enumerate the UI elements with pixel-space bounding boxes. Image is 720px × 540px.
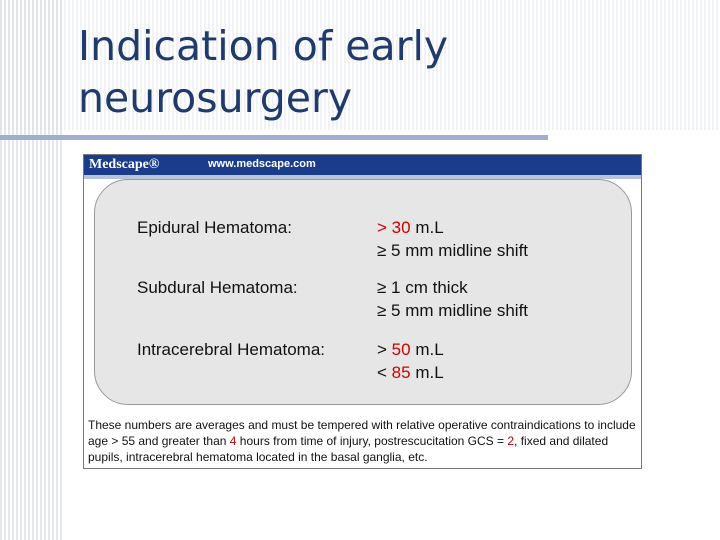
slide-title bbox=[78, 20, 448, 124]
subdural-thickness: ≥ 1 cm thick bbox=[377, 278, 468, 297]
figure-header bbox=[84, 155, 641, 175]
slide-title-line1: Indication of early bbox=[78, 22, 449, 70]
subdural-label: Subdural Hematoma: bbox=[137, 278, 298, 297]
epidural-label: Epidural Hematoma: bbox=[137, 218, 292, 237]
epidural-shift: ≥ 5 mm midline shift bbox=[377, 241, 529, 260]
footnote-hours-number: 4 bbox=[229, 434, 237, 448]
figure-url: www.medscape.com bbox=[208, 158, 316, 170]
subdural-shift: ≥ 5 mm midline shift bbox=[377, 301, 529, 320]
figure-footnote: These numbers are averages and must be tempered with relative operative contraindications to include age > 55 and greater than 4 hours from time of injury, postrescucitation GCS = 2, fixed and dilated pupils, intracerebral hematoma located in the basal ganglia, etc. bbox=[88, 418, 636, 464]
medscape-logo: Medscape® bbox=[89, 157, 160, 172]
intracerebral-label: Intracerebral Hematoma: bbox=[137, 340, 326, 359]
intracerebral-min-number: 50 bbox=[391, 340, 411, 359]
intracerebral-max-number: 85 bbox=[391, 363, 411, 382]
slide-title-line2: neurosurgery bbox=[78, 74, 353, 122]
medscape-figure bbox=[83, 154, 642, 469]
epidural-volume: > 30 m.L bbox=[377, 218, 444, 237]
intracerebral-max-volume: < 85 m.L bbox=[377, 363, 444, 382]
criteria-panel bbox=[94, 179, 632, 405]
footnote-gcs-number: 2 bbox=[507, 434, 515, 448]
title-underline bbox=[0, 135, 548, 140]
background-stripes-left bbox=[0, 0, 64, 540]
intracerebral-min-volume: > 50 m.L bbox=[377, 340, 444, 359]
epidural-volume-number: 30 bbox=[391, 218, 411, 237]
